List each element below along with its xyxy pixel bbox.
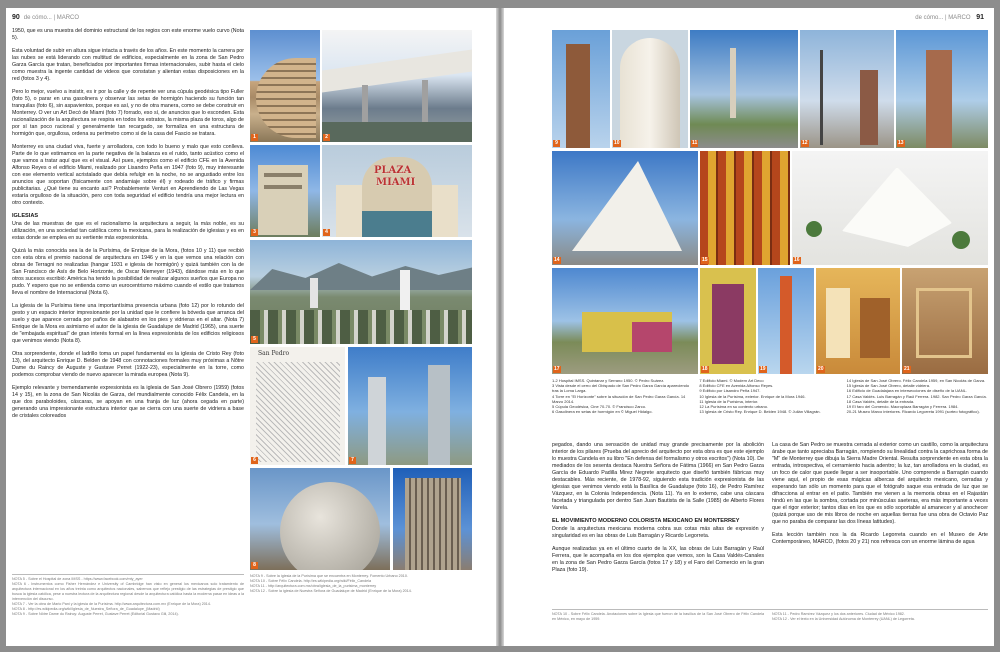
paragraph: Una de las muestras de que es el racionalismo la arquitectura a seguir, la más noble, es su utilización, en una sociedad tan católica como la mexicana, para la realización de iglesias y es en estas donde se emplea en su vertiente más expresionista. (12, 221, 244, 241)
photo-vidriera-detail (700, 151, 790, 265)
photo-note: NOTA 11 - http://arquitectura.com.mx/obra/iglesia_de_la_purisima_monterrey (250, 584, 377, 588)
left-footnotes (12, 577, 244, 643)
right-text-column-1 (552, 442, 764, 606)
paragraph: Esta lección también nos la da Ricardo Legorreta cuando en el Museo de Arte Contemporáneo, MARCO, (fotos 20 y 21) nos refresca con un enorme lámina de agua (772, 532, 988, 545)
caption: 14 Iglesia de San José Obrero. Félix Candela 1959, en San Nicolás de Garza. (846, 378, 986, 383)
right-footnotes-1 (552, 612, 764, 642)
right-footnotes-2 (772, 612, 988, 642)
photo-note: NOTA 9 - Sobre la iglesia de la Purísima que se encuentra en Monterrey. Fomento Urbano 2010. (250, 574, 408, 578)
caption: 9 Edificio por Lisandro Peña 1947. (699, 388, 761, 394)
photo-art-deco-building (250, 145, 320, 237)
photo-captions (552, 378, 988, 440)
paragraph: Ejemplo relevante y tremendamente expresionista es la iglesia de San José Obrero (1959) (fotos 14 y 15), en la zona de San Nicolás de Garza, del mundialmente conocido Félix Candela, en la que dos paraboloides, cáscaras, se apoyan en una franja de luz (ahora cegada en parte) generando una impresionante estructura interior que se cierra con una suerte de vidriera a base de cristales coloreados (12, 385, 244, 419)
paragraph: Pero lo mejor, vuelvo a insistir, es ir por la calle y de repente ver una cúpula geodésica tipo Fuller (foto 5), o parar en una gasolinera y observar las setas de hormigón haciendo su función tan tranquilas (foto 6), sin aspavientos, porque es así, y no de otra manera, como se debe construir en Monterrey. O ver un Art Decó de Miami (foto 7) forrado, eso sí, de anuncios que lo esconden. Esta racionalización de la arquitectura se respira en todos los estratos, la misma plaza de toros, algo de por sí tan poco racional y generalmente tan recargado, se formaliza en una estructura de hormigón que, orgullosa, ordena su perímetro como si de la casa del Fascio se tratara. (12, 89, 244, 137)
caption: 8 Edificio CFE en Avenida Alfonso Reyes. (699, 383, 774, 389)
photo-cristo-rey-street (800, 30, 894, 148)
photo-edificio-pena (552, 30, 610, 148)
left-page-header (12, 14, 79, 21)
caption: 10 Iglesia de la Purísima, exterior. Enrique de la Mora 1946. (699, 393, 806, 399)
footnote: NOTA 12 - Ver el texto en la Universidad Autónoma de Monterrey (UANL) de Legorreta. (772, 617, 915, 621)
photo-number: 1 (251, 134, 258, 141)
caption: 6 Gasolinera en setas de hormigón en © Miguel Hidalgo. (552, 409, 653, 415)
photo-marco-interior-2 (902, 268, 988, 374)
paragraph: La casa de San Pedro se muestra cerrada al exterior como un castillo, como la arquitectura árabe que tanto apreciaba Barragán, rompiendo su linealidad contra la caprichosa forma de "M" de Monterrey que dibuja la Sierra Madre Oriental. Resulta sorprendente en esta obra la entrada, introspectiva, el cerramiento hacia adentro; la luz, tan arrolladora en la ciudad, es un foco de calor que puede llegar a ser insoportable. Uno comprende a Barragán cuando viene aquí, el propio de esas mágicas albercas del arquitecto mexicano, cerradas y esperando tan sólo un momento para que el fotógrafo saque esa entrada de luz que se difracciona al entrar en el patio. También me vienen a la memoria obras en el Rajastán hindú en las que la sombra, cortada por minúsculas saeteras, era más importante a veces que el rigor exterior; tantos días en los que es sólo soportable al amanecer y al anochecer (quizá porque uso de mis libros de noche en aquellas tierras fue una obra de Octavio Paz que no paraba de comparar las dos líneas latitudes). (772, 442, 988, 525)
photo-number: 3 (251, 229, 258, 236)
photo-hospital-curve (250, 30, 320, 142)
paragraph: 1950, que es una muestra del dominio estructural de los regios con este enorme vuelo curvo (Nota 5). (12, 28, 244, 41)
footnote: NOTA 7 - Ver la obra de Mario Pani y la iglesia de la Purísima. http://www.arquitectura.com.mx (Enrique de la Mora) 2014. (12, 602, 211, 606)
left-text-column (12, 28, 244, 573)
photo-plaza-miami (322, 145, 472, 237)
paragraph: Otra sorprendente, donde el ladrillo toma un papel fundamental es la iglesia de Cristo Rey (foto 13), del arquitecto Enrique D. Belden de 1948 con connotaciones formales muy próximas a Nôtre Dame du Raincy de Auguste y Gustave Perret (1922-23), especialmente en la torre, como podemos comprobar viendo de nuevo aparecer la mirada europea (Nota 9). (12, 351, 244, 378)
left-running-head: de cómo... | MARCO (23, 15, 80, 21)
photo-number: 17 (554, 366, 560, 372)
footnote: NOTA 8 - http://es.wikipedia.org/wiki/Iglesia_de_Nuestra_Señora_de_Guadalupe_(Madrid) (12, 607, 160, 611)
caption: 11 Iglesia de la Purísima, interior. (699, 398, 759, 404)
photo-number: 21 (904, 366, 910, 372)
left-page-number: 90 (12, 14, 20, 21)
photo-number: 18 (702, 366, 708, 372)
photo-number: 15 (702, 257, 708, 263)
plaza-sign-line2: MIAMI (376, 177, 416, 188)
photo-marco-interior-1 (816, 268, 900, 374)
photo-note: NOTA 10 - Sobre Félix Candela. http://es.wikipedia.org/wiki/Félix_Candela (250, 579, 372, 583)
right-page-header (915, 14, 988, 21)
photo-number: 7 (349, 457, 356, 464)
caption: 17 Casa Valdés. Luis Barragán y Raúl Ferrera. 1982. San Pedro Garza García. (846, 393, 987, 399)
right-text-column-2 (772, 442, 988, 606)
photo-number: 8 (251, 562, 258, 569)
photo-san-pedro-sketch (250, 347, 345, 465)
footnote: NOTA 6 - Instrumentos como Fisher Hernández e University of Cambridge han visto en general los mexicanos solo tratamiento de arquitectura internacional en los años treinta como arquitectos nacionales, sabemos que reflejo prestigio de las estrategias de prestigio que busca la iglesia católica, pese a nuestra lectura de la arquitectura regional desde la arquitectura católica hasta la moderna pasar en ideas a la intervención del discurso. (12, 582, 244, 601)
photo-number: 13 (898, 140, 904, 146)
photo-number: 14 (554, 257, 560, 263)
photo-purisima-urban (690, 30, 798, 148)
left-photo-notes (250, 574, 472, 640)
footnote-rule (12, 574, 244, 575)
photo-number: 11 (692, 140, 698, 146)
plaza-sign-line1: PLAZA (374, 165, 412, 176)
caption: 4 Torre en "El Horizonte" sobre la situación de San Pedro Garza García. 14 Marzo 2014. (552, 393, 686, 404)
photo-number: 12 (802, 140, 808, 146)
caption: 20-21 Museo Marco interiores. Ricardo Legorreta 1991 (sorteo fotográfico). (846, 409, 980, 415)
photo-monterrey-skyline (250, 240, 472, 344)
caption: 12 La Purísima en su contexto urbano. (699, 404, 769, 410)
photo-number: 6 (251, 457, 258, 464)
photo-geodesic-dome (250, 468, 390, 570)
paragraph: La iglesia de la Purísima tiene una importantísima presencia urbana (foto 12) por lo rotundo del gesto y un espacio interior impresionante por la unidad que le confiere la bóveda que arranca del suelo y que aparece cerrada por paños de alabastro en los pies y vidrieras en el altar. (Nota 7) Enrique de la Mora es asimismo el autor de la iglesia de Guadalupe de Madrid (1965), una suerte de "embajada espiritual" de gran interés formal en la línea expresionista de los edificios religiosos que venimos viendo (Nota 8). (12, 303, 244, 344)
section-heading-movimiento-moderno: EL MOVIMIENTO MODERNO COLORISTA MEXICANO EN MONTERREY (552, 518, 740, 524)
photo-number: 4 (323, 229, 330, 236)
right-page (504, 8, 994, 646)
photo-number: 20 (818, 366, 824, 372)
photo-number: 19 (760, 366, 766, 372)
photo-number: 9 (553, 140, 560, 147)
caption: 13 Iglesia de Cristo Rey. Enrique D. Belden 1948. © Julián Villagrán. (699, 409, 821, 415)
photo-casa-valdes-entry (700, 268, 756, 374)
photo-number: 16 (794, 257, 800, 263)
footnote-rule (552, 609, 988, 610)
photo-model-basilica (792, 151, 988, 265)
photo-towers (348, 347, 472, 465)
paragraph: Aunque realizadas ya en el último cuarto de la XX, las obras de Luis Barragán y Raúl Ferrera, que le acompaña en los dos ejemplos que vemos, son la Casa Valdés-Canales en la zona de San Pedro Garza García (fotos 17 y 18) y el Faro del Comercio en la gran Plaza (foto 19). (552, 546, 764, 573)
photo-number: 10 (614, 140, 620, 146)
sketch-title: San Pedro (258, 350, 290, 357)
photo-cristo-rey-tower (896, 30, 988, 148)
caption: 19 El faro del Comercio. Macroplaza Barragán y Ferrera. 1984. (846, 404, 959, 410)
photo-scaffold-building (393, 468, 472, 570)
right-page-number: 91 (976, 14, 984, 21)
footnote: NOTA 9 - Sobre Nôtre Dame du Raincy: Auguste Perret, Gustave Perret (Editorial Gustavo Gili, 2014). (12, 612, 179, 616)
photo-number: 2 (323, 134, 330, 141)
photo-hospital-canopy (322, 30, 472, 142)
footnote: NOTA 10 - Sobre Félix Candela. Anotaciones sobre la Iglesia que fueron de la basílica de la San José Obrero de Félix Candela en México, en mayo de 1959. (552, 612, 764, 621)
caption: 3 Vista desde el cerro del Obispado de San Pedro Garza García apareciendo tras la Loma Larga. (552, 383, 690, 394)
paragraph: Monterrey es una ciudad viva, fuerte y arrolladora, con todo lo bueno y malo que esto conlleva. Parte de lo que estimamos en la parte negativa de la balanza es el ruido, tanto acústico como el que vamos a tratar aquí que es el visual. Así pues, ejemplos como el edificio CFE en la Avenida Alfonso Reyes o el edificio Miami, realizado por Lisandro Peña en 1947 (foto 9), muy interesante con ese elemento vertical acristalado que debía refulgir en la noche, no se angustiado entre los anuncios que soportan (fisicamente con andamiaje sobre él) y rodeado de tráfico y firmas publicitarias. ¿Qué tiene su encanto así? Probablemente Venturi en Aprendiendo de Las Vegas estaría orgulloso de la situación, pero con toda seguridad el edificio tendría una mejor lectura en otro contexto. (12, 144, 244, 206)
photo-faro-comercio (758, 268, 814, 374)
photo-casa-valdes (552, 268, 698, 374)
caption: 16 Edificio de Guadalajara en intersecciones de diseño de la UANL. (846, 388, 967, 394)
photo-note: NOTA 12 - Sobre la iglesia de Nuestra Señora de Guadalupe de Madrid (Enrique de la Mora) 2014. (250, 589, 412, 593)
caption: 18 Casa Valdés, detalle de la entrada. (846, 398, 915, 404)
footnote: NOTA 5 - Sobre el Hospital de zona IMSS - https://www.facebook.com/mty_ayer (12, 577, 143, 581)
paragraph: Donde la arquitectura mexicana moderna cobra sus cotas más altas de expresión y singularidad es en las obras de Luis Barragán y Ricardo Legorreta. (552, 526, 764, 539)
caption: 1-2 Hospital IMSS. Quintanar y Serrano 1950. © Pedro Suárez. (552, 378, 665, 383)
page-gutter (496, 8, 504, 646)
photo-san-jose-obrero (552, 151, 698, 265)
caption: 7 Edificio Miami. © Modern Art Deco (699, 378, 764, 383)
photo-number: 5 (251, 336, 258, 343)
photo-purisima-exterior (612, 30, 688, 148)
footnote: NOTA 11 - Pedro Ramírez Vázquez y los dos anteriores. Ciudad de México 1982. (772, 612, 905, 616)
paragraph: Quizá la más conocida sea la de la Purísima, de Enrique de la Mora, (fotos 10 y 11) que recibió con esta obra el premio nacional de arquitectura en 1946 y en la que vemos una relación con obras de Terragni no realizadas (hangar 1931 e iglesia de hormigón) y quizá también con la de San Francisco de Asís de Belo Horizonte, de Oscar Niemeyer (1943), dándose más en lo que otros sucesos escribió: América ha tenido la posibilidad de realizar algunos sueños que Europa no pudo. Y espero que no se entienda como un eurocentrismo máximo cuando el estilo que tratamos lleva el nombre de Internacional (Nota 6). (12, 248, 244, 296)
paragraph: pegados, dando una sensación de unidad muy grande precisamente por la abolición interior de los pilares (Prueba del aprecio del arquitecto por esta obra es que este ejemplo lo muestra Candela en su libro "En defensa del formalismo y otros escritos") (Nota 10). De mediados de los sesenta destaca Nuestra Señora de Fátima (1966) en San Pedro Garza García de Eduardo Padilla Mirez Negrete arquitecto que diseñó también fábricas muy destacables. Más reciente, de 1978-92, siguiendo esta tradición expresionista de las iglesias que venimos viendo está la Basílica de Guadalupe (foto 16), de Pedro Ramírez Vázquez, en la Colonia Independencia. (Nota 11). Ya en lo externo, cabe una cáscara facetada y triangulada por dentro San Juan Bautista de la Salle (1985) de Alberto Flores Varela. (552, 442, 764, 511)
caption: 15 Iglesia de San José Obrero, detalle vidriera. (846, 383, 931, 389)
right-running-head: de cómo... | MARCO (915, 15, 971, 21)
left-page (6, 8, 496, 646)
paragraph: Esta voluntad de subir en altura sigue intacta a través de los años. En este momento la carrera por las nubes se está liderando con multitud de edificios, especialmente en la zona de San Pedro Garza García que tratan, beneficiados por importantes firmas internacionales, subir hasta el cielo como muestra la ingente cantidad de videos que constatan y alientan estas disposiciones en la red (fotos 3 y 4). (12, 48, 245, 82)
section-heading-iglesias: IGLESIAS (12, 213, 39, 219)
caption: 5 Cúpula Geodésica, Cine 70-70. © Francisco Zarco. (552, 404, 647, 410)
